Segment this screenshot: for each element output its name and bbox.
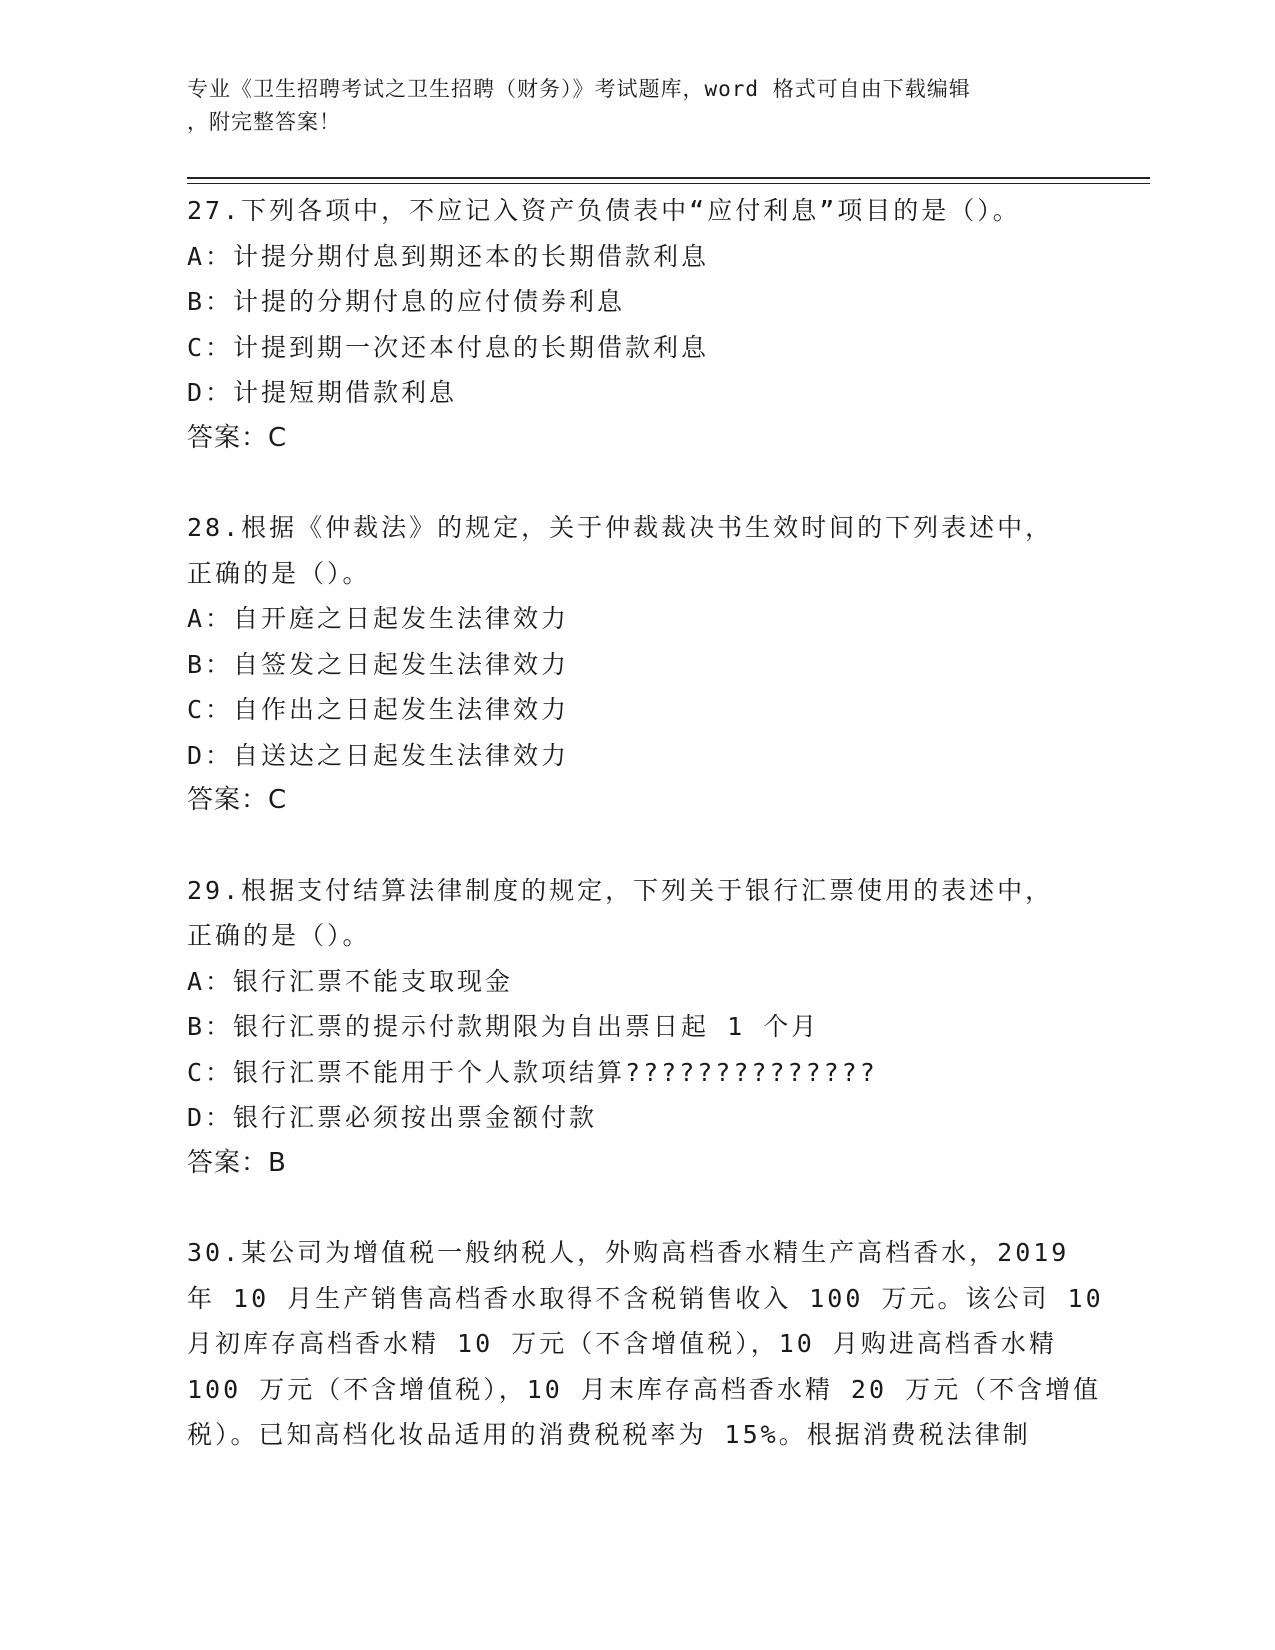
- option-b: B：银行汇票的提示付款期限为自出票日起 1 个月: [187, 1012, 820, 1041]
- question-stem-cont: 正确的是（）。: [187, 558, 371, 588]
- header-divider-thick: [187, 177, 1150, 179]
- option-c: C：自作出之日起发生法律效力: [187, 695, 570, 724]
- option-c: C：计提到期一次还本付息的长期借款利息: [187, 332, 710, 362]
- option-a: A：银行汇票不能支取现金: [187, 966, 514, 996]
- option-a: A：计提分期付息到期还本的长期借款利息: [187, 241, 710, 271]
- option-a: A：自开庭之日起发生法律效力: [187, 604, 570, 633]
- question-27: [187, 188, 1087, 461]
- document-header: [187, 73, 1067, 139]
- header-line-2: ，附完整答案！: [187, 110, 341, 134]
- question-stem-cont: 100 万元（不含增值税），10 月末库存高档香水精 20 万元（不含增值: [187, 1374, 1102, 1404]
- question-stem: 29.根据支付结算法律制度的规定，下列关于银行汇票使用的表述中，: [187, 875, 1054, 905]
- question-28: [187, 505, 1087, 824]
- option-d: D：银行汇票必须按出票金额付款: [187, 1103, 598, 1132]
- question-stem-cont: 税）。已知高档化妆品适用的消费税税率为 15%。根据消费税法律制: [187, 1420, 1031, 1449]
- answer: 答案：B: [187, 1147, 287, 1178]
- question-stem-cont: 正确的是（）。: [187, 921, 371, 950]
- question-stem: 28.根据《仲裁法》的规定，关于仲裁裁决书生效时间的下列表述中，: [187, 513, 1054, 542]
- question-stem-cont: 月初库存高档香水精 10 万元（不含增值税），10 月购进高档香水精: [187, 1329, 1057, 1358]
- option-b: B：计提的分期付息的应付债券利息: [187, 287, 626, 316]
- question-29: [187, 868, 1087, 1187]
- header-line-1: 专业《卫生招聘考试之卫生招聘（财务）》考试题库，word 格式可自由下载编辑: [187, 77, 971, 101]
- option-d: D：计提短期借款利息: [187, 378, 458, 407]
- question-stem-cont: 年 10 月生产销售高档香水取得不含税销售收入 100 万元。该公司 10: [187, 1283, 1104, 1313]
- option-d: D：自送达之日起发生法律效力: [187, 740, 570, 770]
- answer: 答案：C: [187, 785, 288, 815]
- option-c: C：银行汇票不能用于个人款项结算??????????????: [187, 1057, 878, 1087]
- question-stem: 30.某公司为增值税一般纳税人，外购高档香水精生产高档香水，2019: [187, 1238, 1070, 1267]
- option-b: B：自签发之日起发生法律效力: [187, 649, 570, 679]
- question-30: [187, 1230, 1104, 1458]
- header-divider-thin: [187, 183, 1150, 184]
- question-list: [187, 188, 1104, 1502]
- question-stem: 27.下列各项中，不应记入资产负债表中“应付利息”项目的是（）。: [187, 196, 1021, 225]
- answer: 答案：C: [187, 422, 288, 453]
